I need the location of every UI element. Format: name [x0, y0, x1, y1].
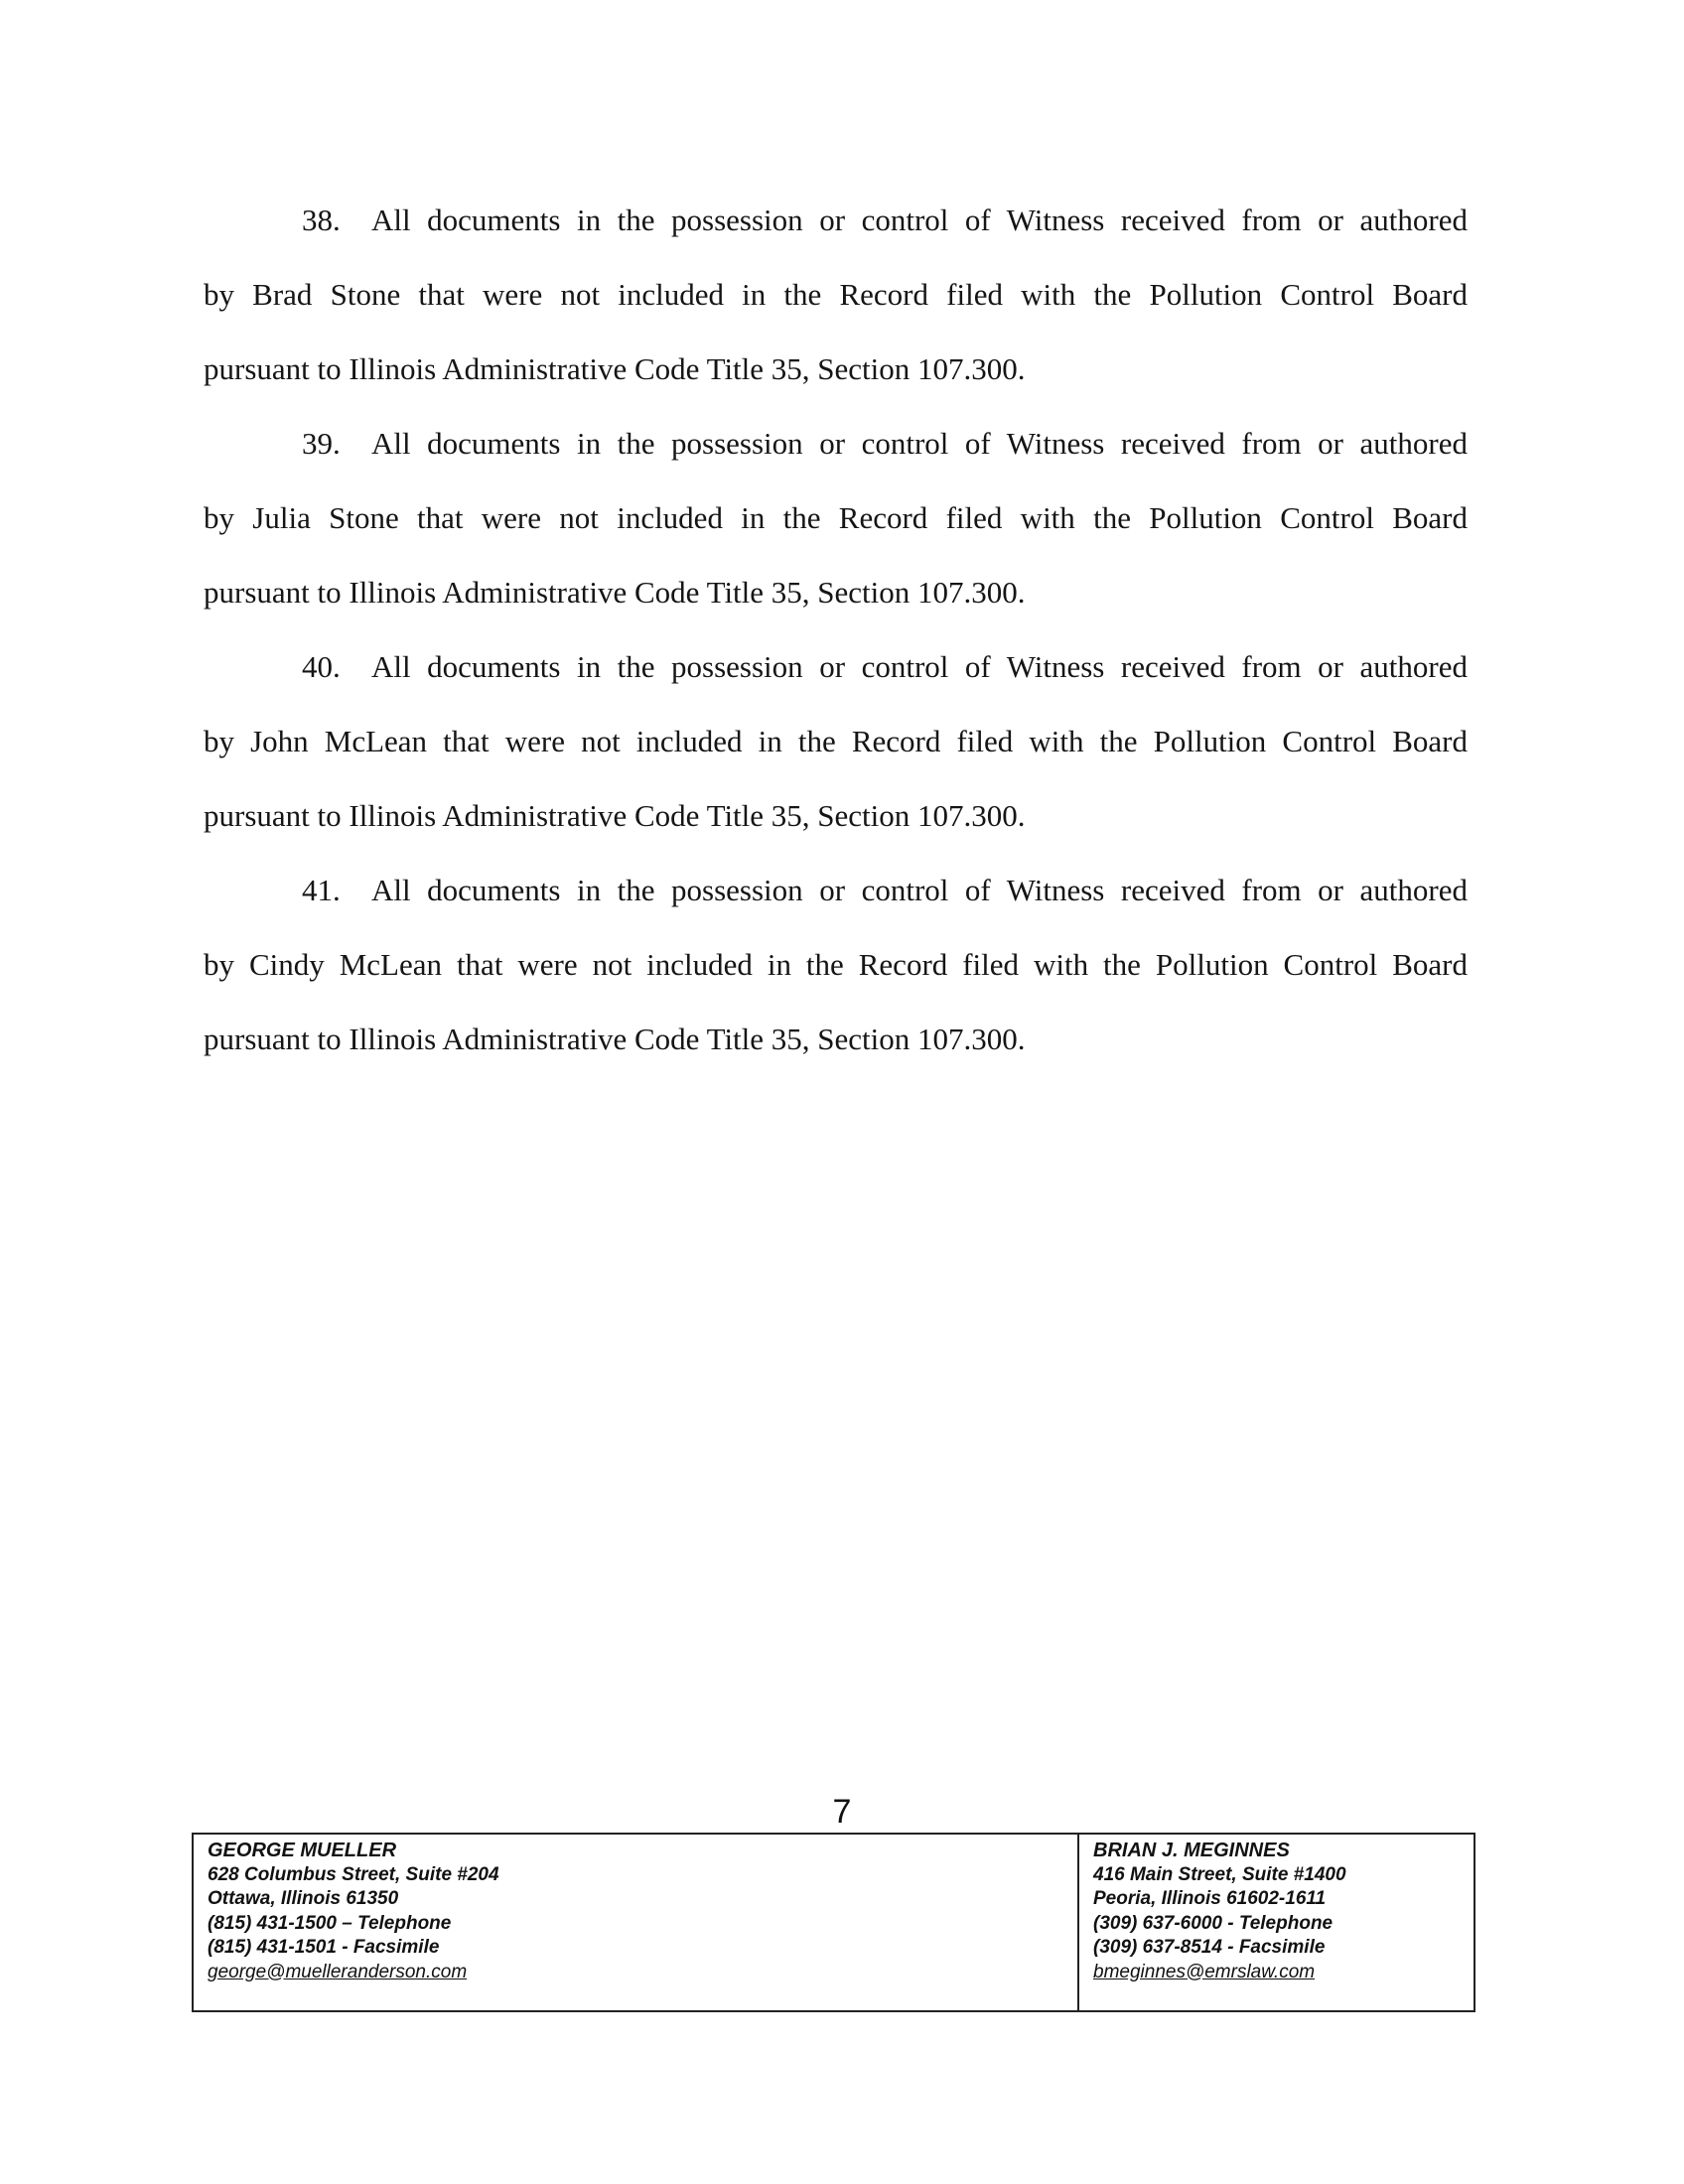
paragraph-line: pursuant to Illinois Administrative Code Title 35, Section 107.300.: [204, 1022, 1026, 1056]
attorney-address: 628 Columbus Street, Suite #204: [208, 1863, 499, 1885]
paragraph-number: 41.: [302, 873, 341, 907]
attorney-facsimile: (309) 637-8514 - Facsimile: [1093, 1937, 1326, 1958]
attorney-email-link[interactable]: bmeginnes@emrslaw.com: [1093, 1961, 1316, 1982]
paragraph-line: pursuant to Illinois Administrative Code Title 35, Section 107.300.: [204, 798, 1026, 833]
paragraph-line: [204, 406, 1468, 480]
attorney-name: GEORGE MUELLER: [208, 1840, 397, 1861]
paragraph-text: All documents in the possession or control of Witness received from or authored: [371, 649, 1468, 684]
paragraph-text: All documents in the possession or control of Witness received from or authored: [371, 873, 1468, 907]
paragraph-line: by Cindy McLean that were not included in the Record filed with the Pollution Control Board: [204, 947, 1468, 982]
paragraph-text: All documents in the possession or control of Witness received from or authored: [371, 426, 1468, 461]
paragraph-line: [204, 629, 1468, 704]
paragraph-41: [204, 853, 1468, 1076]
attorney-city: Peoria, Illinois 61602-1611: [1093, 1888, 1327, 1909]
paragraph-line: by Julia Stone that were not included in the Record filed with the Pollution Control Board: [204, 500, 1468, 535]
page-number: 7: [832, 1793, 852, 1831]
attorney-name: BRIAN J. MEGINNES: [1093, 1840, 1290, 1861]
attorney-email-link[interactable]: george@muelleranderson.com: [208, 1961, 468, 1982]
paragraph-line: by John McLean that were not included in the Record filed with the Pollution Control Board: [204, 724, 1468, 758]
paragraph-number: 39.: [302, 426, 341, 461]
paragraph-number: 40.: [302, 649, 341, 684]
attorney-telephone: (309) 637-6000 - Telephone: [1093, 1912, 1333, 1934]
paragraph-line: pursuant to Illinois Administrative Code Title 35, Section 107.300.: [204, 575, 1026, 610]
paragraph-line: pursuant to Illinois Administrative Code Title 35, Section 107.300.: [204, 351, 1026, 386]
paragraph-line: by Brad Stone that were not included in the Record filed with the Pollution Control Board: [204, 277, 1468, 312]
paragraph-number: 38.: [302, 203, 341, 237]
paragraph-39: [204, 406, 1468, 629]
attorney-telephone: (815) 431-1500 – Telephone: [208, 1912, 452, 1934]
paragraph-line: [204, 183, 1468, 257]
footer-divider: [1077, 1835, 1079, 2010]
paragraph-line: [204, 853, 1468, 927]
attorney-contact-right: [1093, 1839, 1346, 1984]
attorney-address: 416 Main Street, Suite #1400: [1093, 1863, 1346, 1885]
paragraph-38: [204, 183, 1468, 406]
paragraph-40: [204, 629, 1468, 853]
attorney-city: Ottawa, Illinois 61350: [208, 1888, 399, 1909]
attorney-contact-left: [208, 1839, 499, 1984]
paragraph-text: All documents in the possession or control of Witness received from or authored: [371, 203, 1468, 237]
attorney-facsimile: (815) 431-1501 - Facsimile: [208, 1937, 440, 1958]
attorney-contact-box: [192, 1833, 1475, 2012]
